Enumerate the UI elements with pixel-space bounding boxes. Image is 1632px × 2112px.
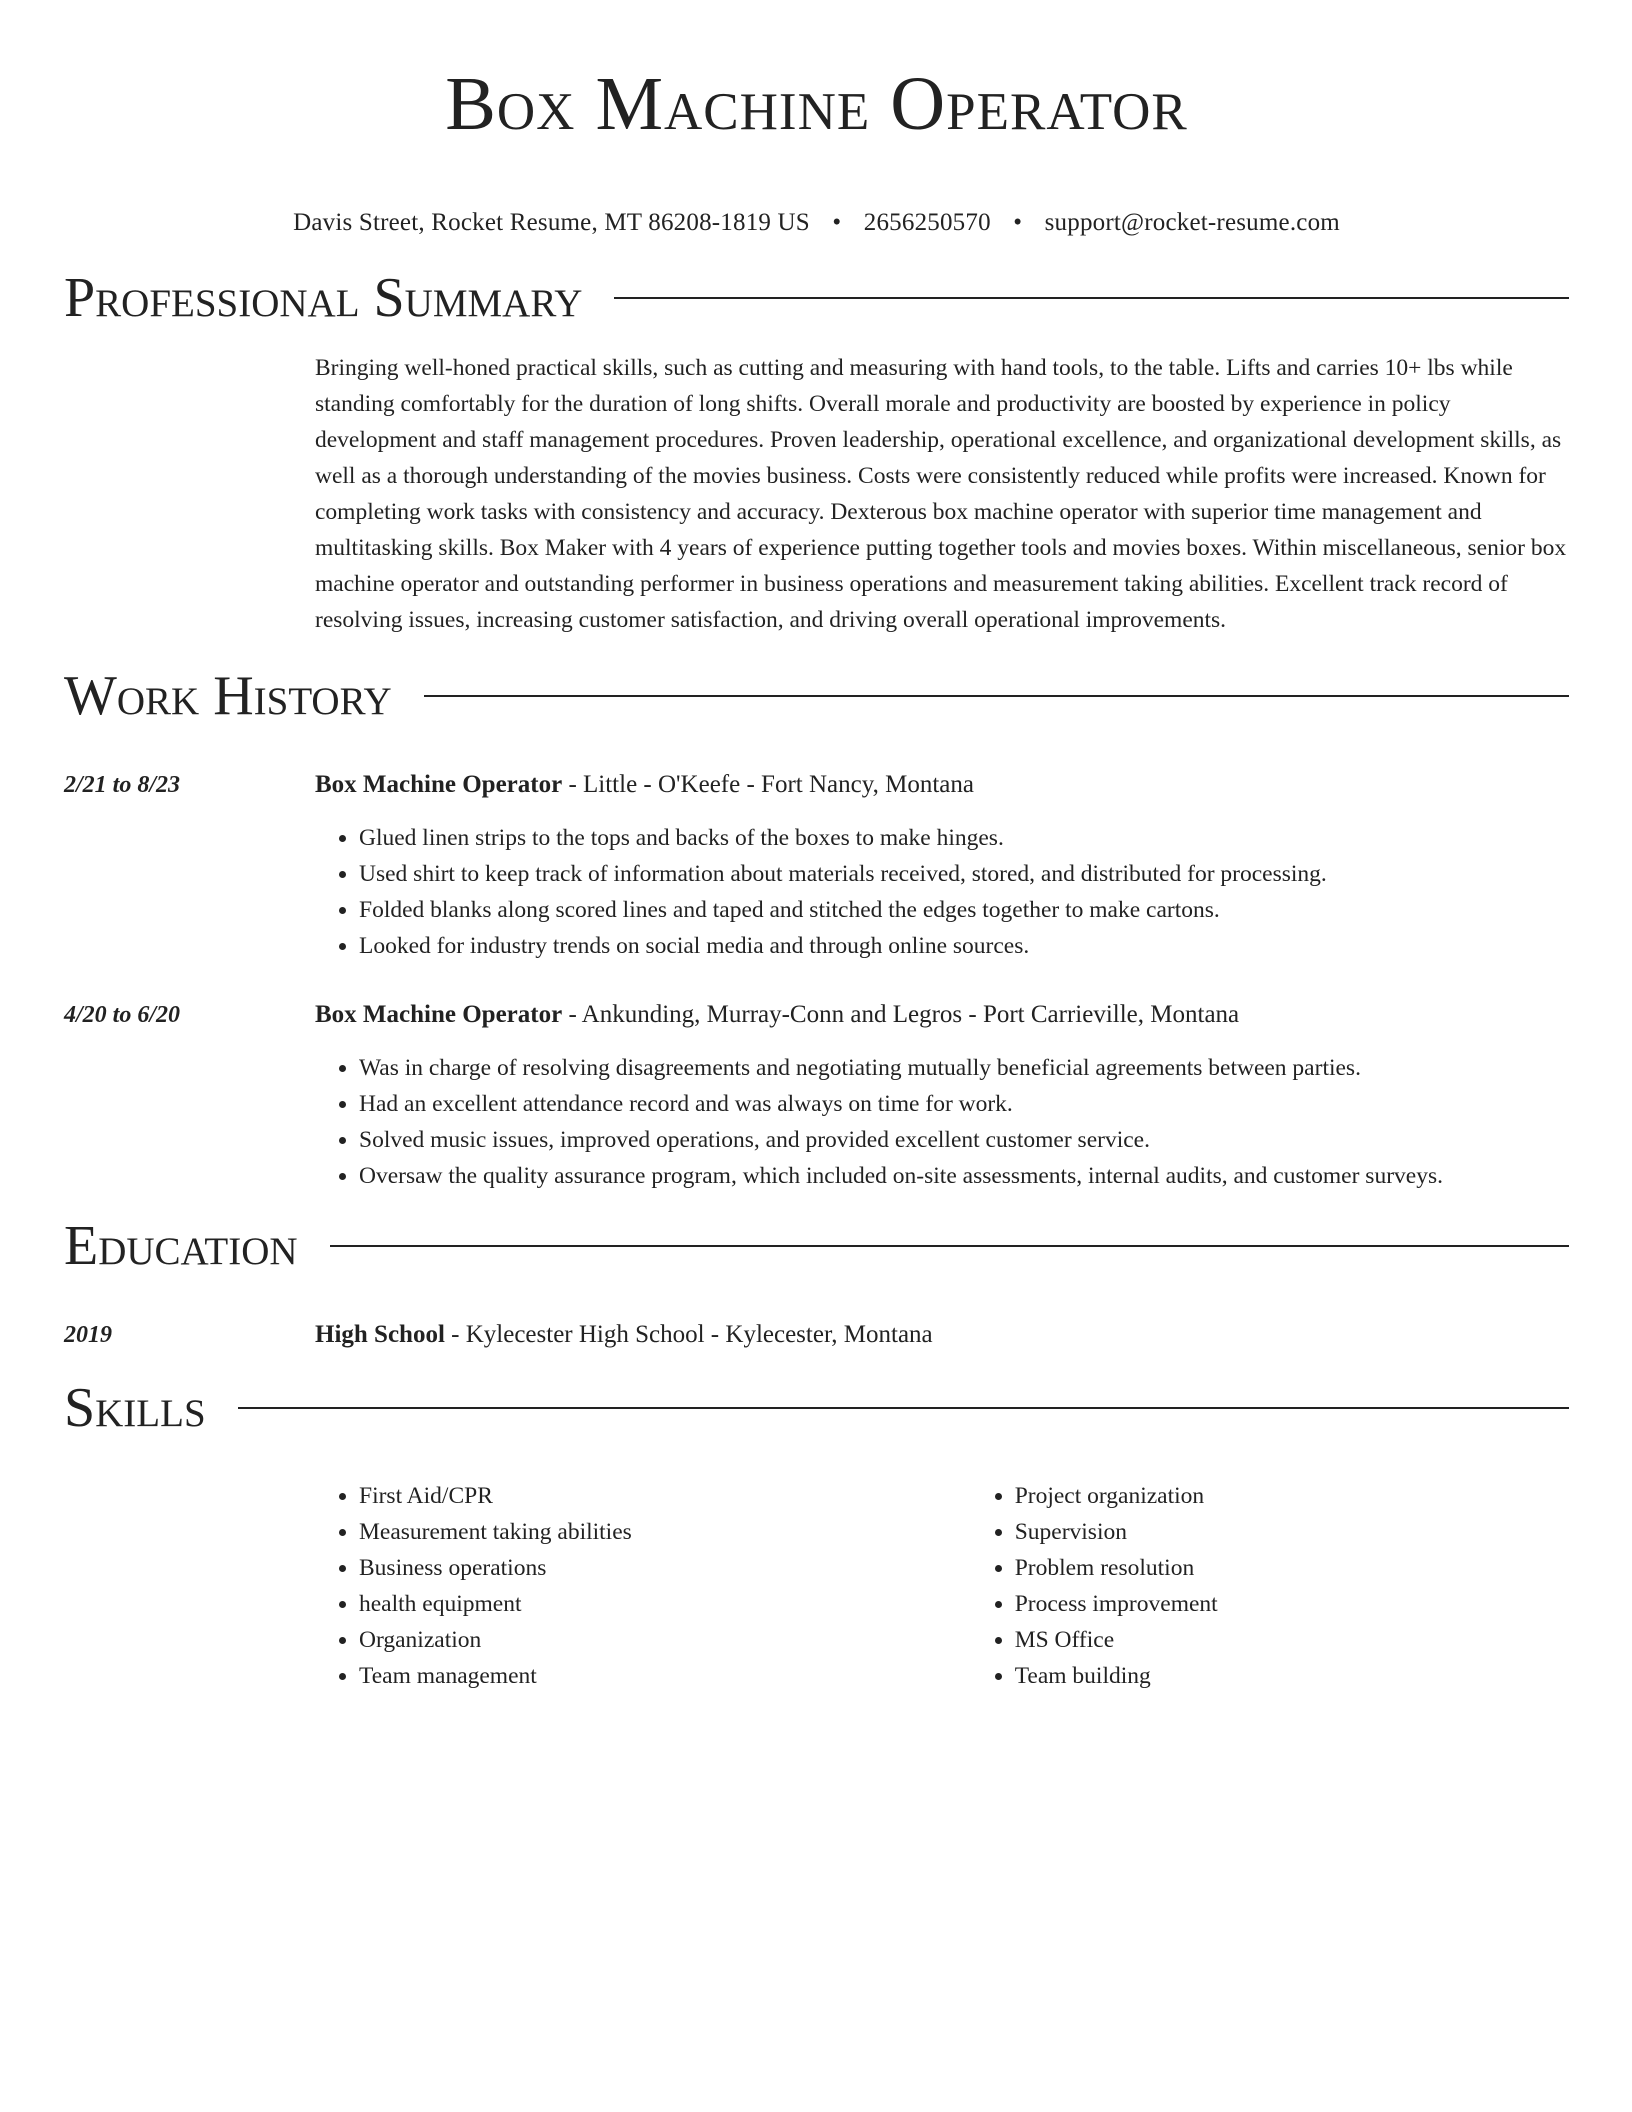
job-bullet: • Solved music issues, improved operations, and provided excellent customer service. <box>359 1122 1569 1158</box>
education-section-header <box>64 1214 1569 1278</box>
skill-item: • Team management <box>359 1658 971 1694</box>
section-divider <box>614 297 1569 299</box>
job-details <box>315 998 1569 1194</box>
skill-item: • health equipment <box>359 1586 971 1622</box>
job-dates: 4/20 to 6/20 <box>64 1002 181 1028</box>
job-entry <box>64 768 1569 964</box>
resume-page <box>64 0 1569 1694</box>
job-entry <box>64 998 1569 1194</box>
skills-heading: Skills <box>64 1377 206 1439</box>
skill-item: • Measurement taking abilities <box>359 1514 971 1550</box>
section-divider <box>330 1245 1569 1247</box>
job-bullet: • Was in charge of resolving disagreements and negotiating mutually beneficial agreements between parties. <box>359 1050 1569 1086</box>
contact-separator: • <box>832 209 842 236</box>
summary-text: Bringing well-honed practical skills, such as cutting and measuring with hand tools, to the table. Lifts and carries 10+ lbs while standing comfortably for the duration of long shifts. Overall morale and productivity are boosted by experience in policy development and staff management procedures. Proven leadership, operational excellence, and organizational development skills, as well as a thorough understanding of the movies business. Costs were consistently reduced while profits were increased. Known for completing work tasks with consistency and accuracy. Dexterous box machine operator with superior time management and multitasking skills. Box Maker with 4 years of experience putting together tools and movies boxes. Within miscellaneous, senior box machine operator and outstanding performer in business operations and measurement taking abilities. Excellent track record of resolving issues, increasing customer satisfaction, and driving overall operational improvements. <box>315 355 1567 633</box>
section-divider <box>238 1407 1569 1409</box>
skills-section-header <box>64 1376 1569 1440</box>
job-title-line <box>315 768 1569 802</box>
job-dates: 2/21 to 8/23 <box>64 772 181 798</box>
skill-item: • Organization <box>359 1622 971 1658</box>
job-employer: - Ankunding, Murray-Conn and Legros - Port Carrieville, Montana <box>562 1001 1240 1028</box>
contact-line <box>64 208 1569 238</box>
job-title-line <box>315 998 1569 1032</box>
job-bullet: • Used shirt to keep track of information about materials received, stored, and distributed for processing. <box>359 856 1569 892</box>
education-entry <box>64 1318 1569 1352</box>
education-year: 2019 <box>64 1322 112 1348</box>
skill-item: • MS Office <box>1015 1622 1569 1658</box>
job-bullet: • Glued linen strips to the tops and backs of the boxes to make hinges. <box>359 820 1569 856</box>
job-bullets <box>315 820 1569 964</box>
skill-item: • Process improvement <box>1015 1586 1569 1622</box>
skills-list-right <box>971 1478 1569 1694</box>
contact-address: Davis Street, Rocket Resume, MT 86208-1819 US <box>293 209 810 236</box>
education-heading: Education <box>64 1215 298 1277</box>
education-title-line <box>315 1318 1569 1352</box>
skill-item: • Team building <box>1015 1658 1569 1694</box>
skill-item: • Supervision <box>1015 1514 1569 1550</box>
work-heading: Work History <box>64 665 392 727</box>
summary-section-header <box>64 266 1569 330</box>
education-school: - Kylecester High School - Kylecester, Montana <box>444 1321 933 1348</box>
contact-email: support@rocket-resume.com <box>1044 209 1340 236</box>
skill-item: • First Aid/CPR <box>359 1478 971 1514</box>
summary-heading: Professional Summary <box>64 267 583 329</box>
skill-item: • Project organization <box>1015 1478 1569 1514</box>
education-details <box>315 1318 1569 1352</box>
contact-separator: • <box>1013 209 1023 236</box>
job-employer: - Little - O'Keefe - Fort Nancy, Montana <box>562 771 974 798</box>
skill-item: • Problem resolution <box>1015 1550 1569 1586</box>
job-bullets <box>315 1050 1569 1194</box>
skills-list-left <box>315 1478 971 1694</box>
job-bullet: • Looked for industry trends on social media and through online sources. <box>359 928 1569 964</box>
contact-phone: 2656250570 <box>863 209 991 236</box>
skills-grid <box>315 1478 1569 1694</box>
section-divider <box>424 695 1569 697</box>
work-section-header <box>64 664 1569 728</box>
candidate-name: Box Machine Operator <box>445 62 1188 146</box>
job-title: Box Machine Operator <box>315 771 563 798</box>
job-bullet: • Oversaw the quality assurance program, which included on-site assessments, internal audits, and customer surveys. <box>359 1158 1569 1194</box>
job-bullet: • Folded blanks along scored lines and taped and stitched the edges together to make cartons. <box>359 892 1569 928</box>
job-bullet: • Had an excellent attendance record and was always on time for work. <box>359 1086 1569 1122</box>
education-degree: High School <box>315 1321 445 1348</box>
job-details <box>315 768 1569 964</box>
job-title: Box Machine Operator <box>315 1001 563 1028</box>
skill-item: • Business operations <box>359 1550 971 1586</box>
